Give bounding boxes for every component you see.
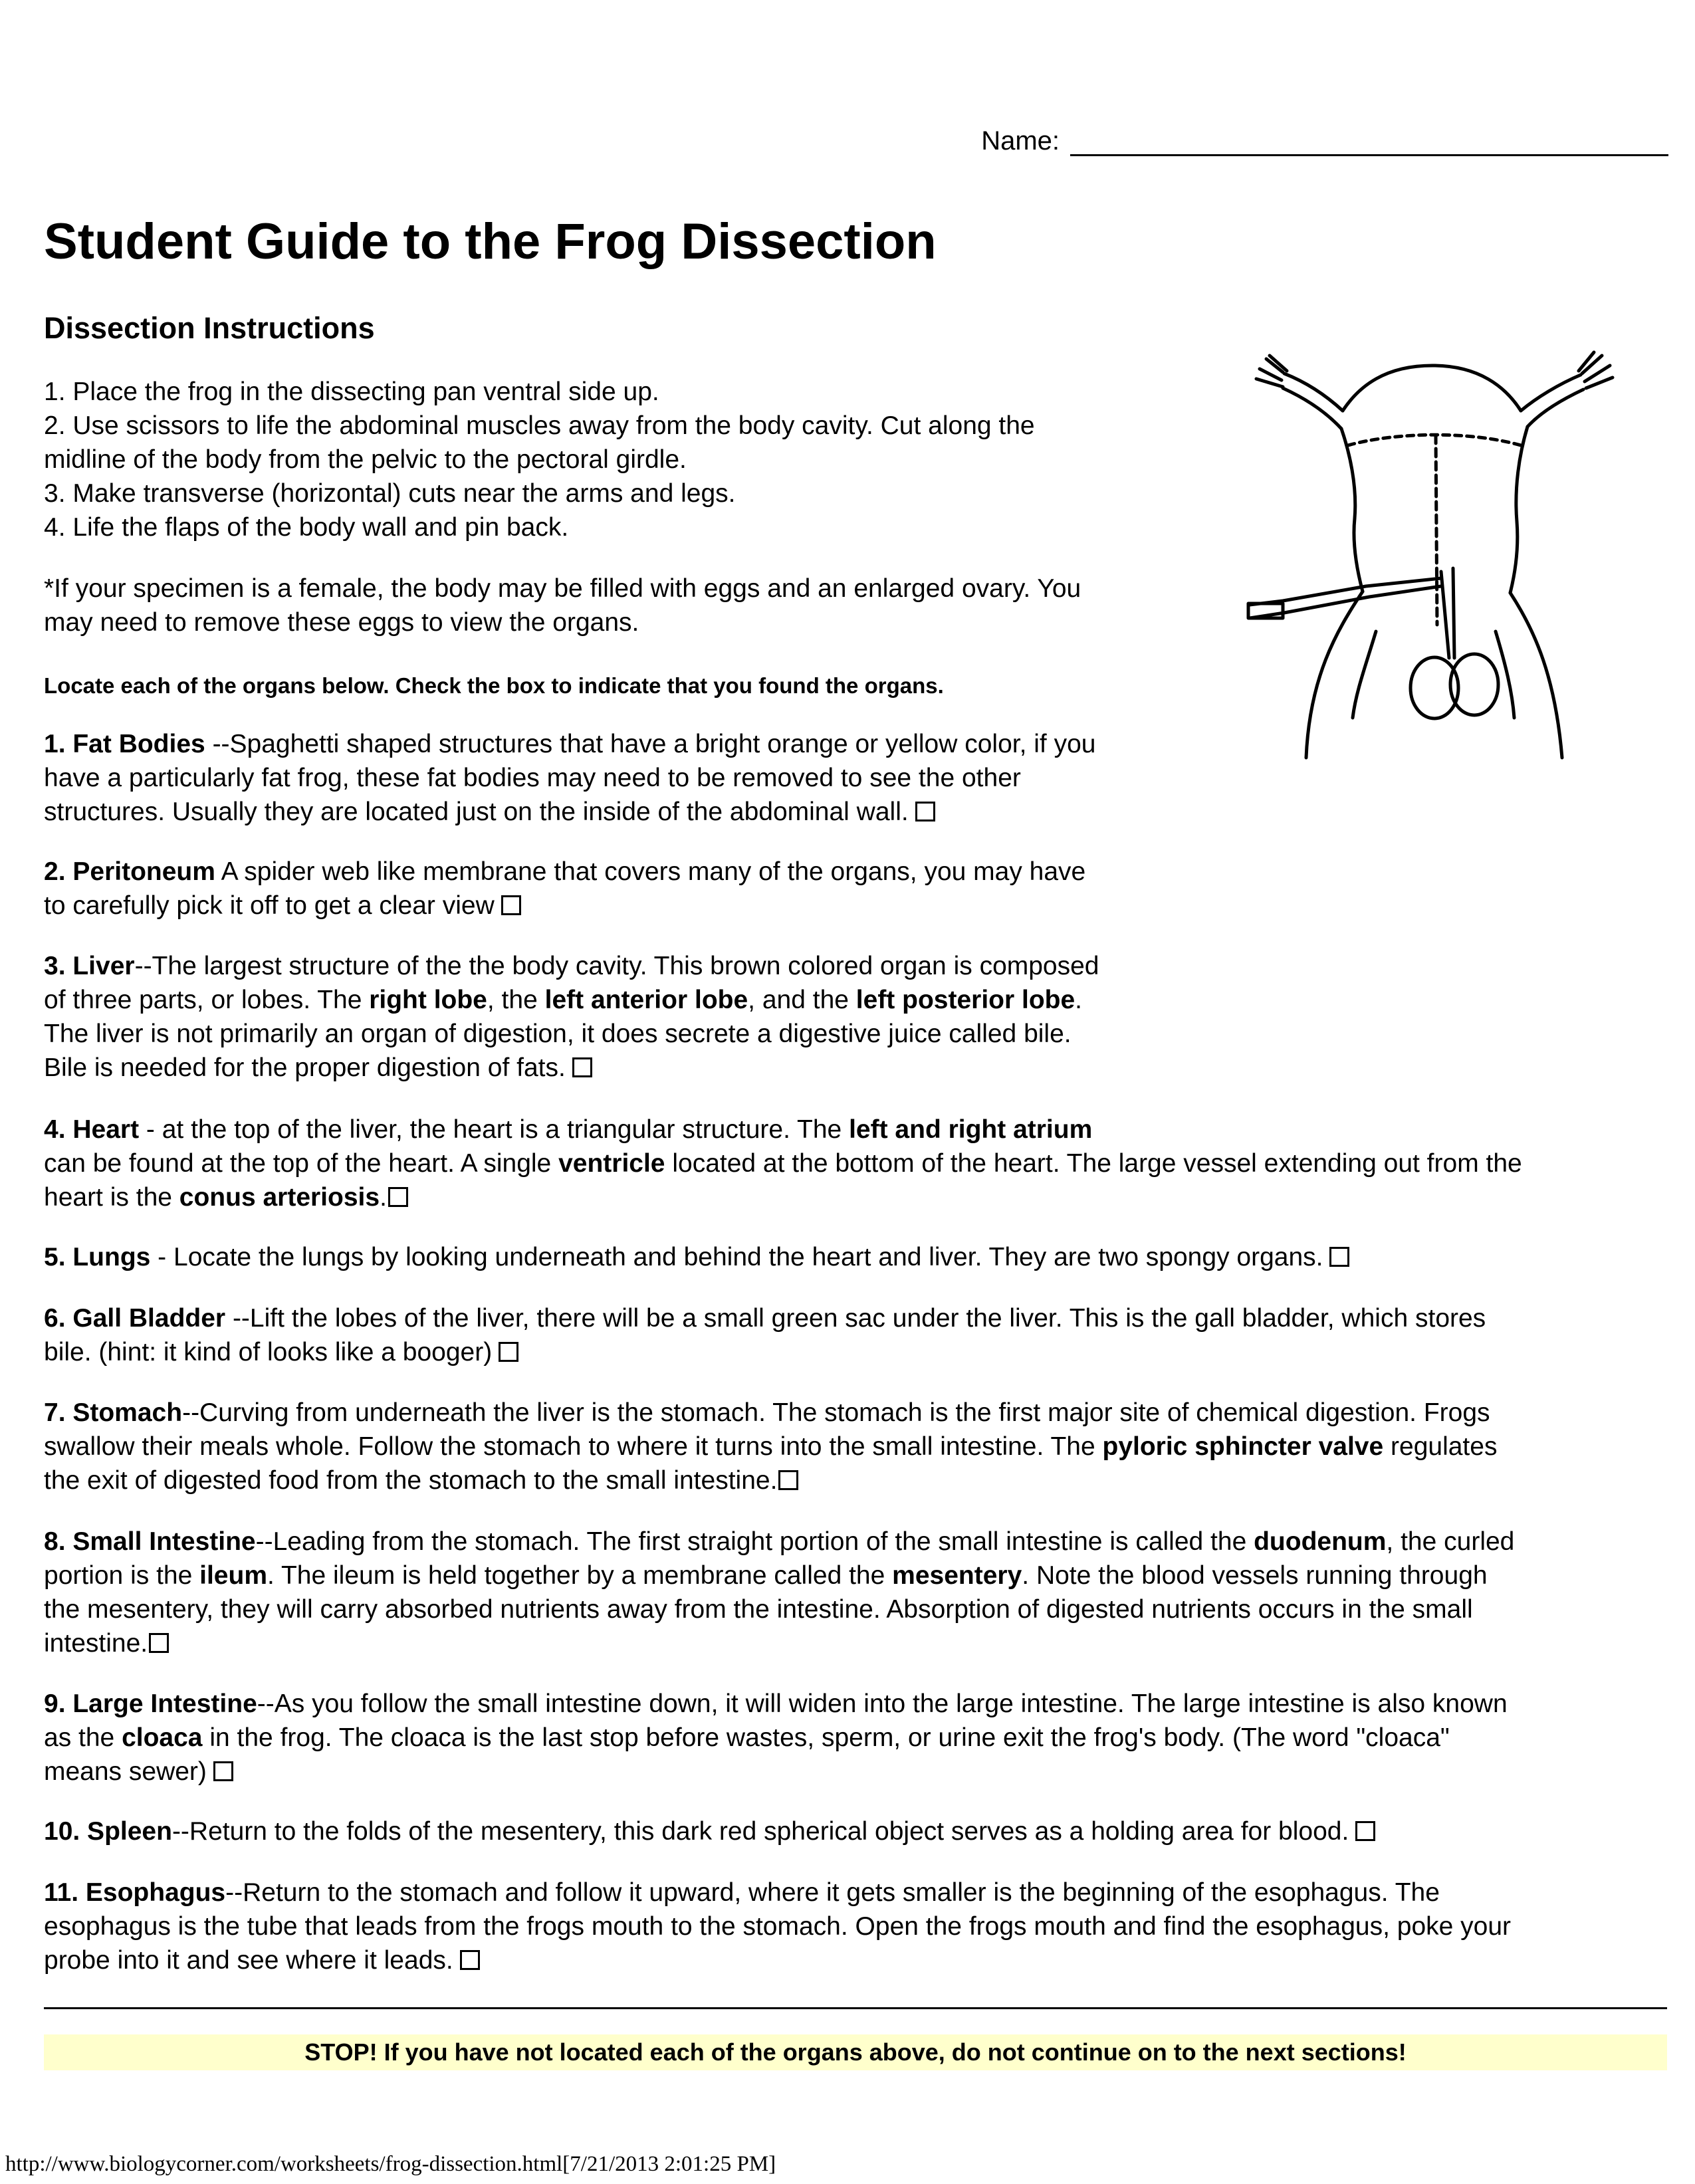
organ-text: --Return to the folds of the mesentery, this dark red spherical object serves as a holding area for blood. [171,1817,1349,1846]
found-checkbox[interactable] [149,1633,169,1653]
organ-label: 11. Esophagus [44,1878,226,1907]
organ-text: the mesentery, they will carry absorbed nutrients away from the intestine. Absorption of digested nutrients occurs in the small [44,1595,1473,1624]
found-checkbox[interactable] [1329,1247,1349,1267]
organ-text: --Curving from underneath the liver is the stomach. The stomach is the first major site of chemical digestion. Frogs [182,1398,1490,1427]
name-label: Name: [981,126,1060,156]
term: right lobe [369,986,487,1014]
organ-text: --As you follow the small intestine down, it will widen into the large intestine. The large intestine is also known [257,1690,1508,1718]
step-line: 3. Make transverse (horizontal) cuts near the arms and legs. [44,479,736,508]
organ-text: the exit of digested food from the stomach to the small intestine. [44,1466,778,1495]
found-checkbox[interactable] [1355,1821,1375,1841]
found-checkbox[interactable] [915,802,935,821]
term: left and right atrium [849,1115,1093,1144]
organ-text: , and the [748,986,856,1014]
organ-text: probe into it and see where it leads. [44,1946,453,1975]
organ-text: Bile is needed for the proper digestion of fats. [44,1053,566,1082]
organ-text: --Leading from the stomach. The first straight portion of the small intestine is called the [255,1527,1254,1556]
organ-text: esophagus is the tube that leads from the frogs mouth to the stomach. Open the frogs mouth and find the esophagus, poke your [44,1912,1512,1941]
organ-text: --Spaghetti shaped structures that have a bright orange or yellow color, if you [205,730,1096,758]
organ-label: 10. Spleen [44,1817,172,1846]
stop-banner: STOP! If you have not located each of the organs above, do not continue on to the next sections! [44,2034,1667,2070]
organ-text: can be found at the top of the heart. A single [44,1149,559,1178]
organ-spleen [44,1814,1375,1848]
organ-text: The liver is not primarily an organ of digestion, it does secrete a digestive juice called bile. [44,1020,1072,1048]
organ-text: of three parts, or lobes. The [44,986,370,1014]
organ-text: located at the bottom of the heart. The large vessel extending out from the [665,1149,1522,1178]
organ-label: 7. Stomach [44,1398,183,1427]
frog-dissection-illustration [1243,346,1622,784]
term: ileum [199,1561,268,1590]
term: cloaca [122,1723,203,1752]
found-checkbox[interactable] [388,1187,408,1207]
organ-label: 4. Heart [44,1115,140,1144]
found-checkbox[interactable] [213,1761,233,1781]
organ-label: 1. Fat Bodies [44,730,205,758]
organ-text: as the [44,1723,122,1752]
organ-text: portion is the [44,1561,200,1590]
step-line: 4. Life the flaps of the body wall and pin back. [44,513,569,542]
organ-text: . The ileum is held together by a membrane called the [267,1561,893,1590]
organ-peritoneum [44,855,1085,923]
divider [44,2007,1667,2009]
found-checkbox[interactable] [501,895,521,915]
step-line: 1. Place the frog in the dissecting pan ventral side up. [44,378,659,406]
organ-text: - at the top of the liver, the heart is a triangular structure. The [139,1115,849,1144]
organ-lungs [44,1240,1349,1274]
locate-note: Locate each of the organs below. Check the box to indicate that you found the organs. [44,673,944,698]
organ-text: bile. (hint: it kind of looks like a booger) [44,1338,493,1366]
organ-text: . Note the blood vessels running through [1022,1561,1488,1590]
organ-label: 9. Large Intestine [44,1690,257,1718]
name-field [981,125,1668,156]
organ-text: A spider web like membrane that covers many of the organs, you may have [215,857,1086,886]
organ-text: --The largest structure of the the body cavity. This brown colored organ is composed [134,952,1099,980]
organ-small-intestine [44,1525,1514,1660]
note-line: *If your specimen is a female, the body may be filled with eggs and an enlarged ovary. You [44,574,1081,603]
found-checkbox[interactable] [778,1470,798,1490]
organ-label: 6. Gall Bladder [44,1304,226,1333]
organ-text: intestine. [44,1629,148,1658]
found-checkbox[interactable] [572,1057,592,1077]
organ-stomach [44,1396,1497,1497]
name-blank-line[interactable] [1070,125,1668,156]
term: duodenum [1254,1527,1387,1556]
step-line: midline of the body from the pelvic to the pectoral girdle. [44,445,687,474]
term: left anterior lobe [544,986,748,1014]
found-checkbox[interactable] [460,1950,480,1970]
instructions-heading: Dissection Instructions [44,311,375,345]
organ-label: 2. Peritoneum [44,857,215,886]
organ-text: to carefully pick it off to get a clear view [44,891,495,920]
found-checkbox[interactable] [499,1342,518,1362]
organ-text: means sewer) [44,1757,207,1786]
organ-label: 5. Lungs [44,1243,151,1271]
page-title: Student Guide to the Frog Dissection [44,213,937,270]
organ-text: --Return to the stomach and follow it upward, where it gets smaller is the beginning of the esophagus. The [225,1878,1440,1907]
organ-text: . [1075,986,1083,1014]
organ-text: swallow their meals whole. Follow the stomach to where it turns into the small intestine. The [44,1432,1103,1461]
organ-text: , the curled [1386,1527,1515,1556]
step-line: 2. Use scissors to life the abdominal muscles away from the body cavity. Cut along the [44,411,1035,440]
dissection-steps [44,375,1035,544]
organ-text: heart is the [44,1183,179,1212]
organ-fat-bodies [44,727,1095,829]
term: conus arteriosis [179,1183,380,1212]
source-url-footer: http://www.biologycorner.com/worksheets/frog-dissection.html[7/21/2013 2:01:25 PM] [5,2152,776,2176]
organ-label: 3. Liver [44,952,135,980]
organ-large-intestine [44,1687,1508,1789]
organ-text: --Lift the lobes of the liver, there will be a small green sac under the liver. This is the gall bladder, which stores [225,1304,1486,1333]
term: pyloric sphincter valve [1102,1432,1384,1461]
organ-text: regulates [1383,1432,1498,1461]
organ-gall-bladder [44,1301,1486,1369]
organ-esophagus [44,1876,1511,1977]
organ-liver [44,949,1099,1085]
female-note [44,572,1081,639]
organ-text: - Locate the lungs by looking underneath and behind the heart and liver. They are two spongy organs. [150,1243,1323,1271]
note-line: may need to remove these eggs to view the organs. [44,608,639,637]
term: mesentery [892,1561,1022,1590]
organ-text: structures. Usually they are located just on the inside of the abdominal wall. [44,798,909,826]
organ-text: , the [487,986,545,1014]
organ-text: in the frog. The cloaca is the last stop before wastes, sperm, or urine exit the frog's body. (The word "cloaca" [202,1723,1450,1752]
organ-text: . [380,1183,387,1212]
organ-heart [44,1113,1522,1214]
organ-label: 8. Small Intestine [44,1527,256,1556]
organ-text: have a particularly fat frog, these fat bodies may need to be removed to see the other [44,764,1021,792]
term: left posterior lobe [855,986,1075,1014]
term: ventricle [558,1149,665,1178]
